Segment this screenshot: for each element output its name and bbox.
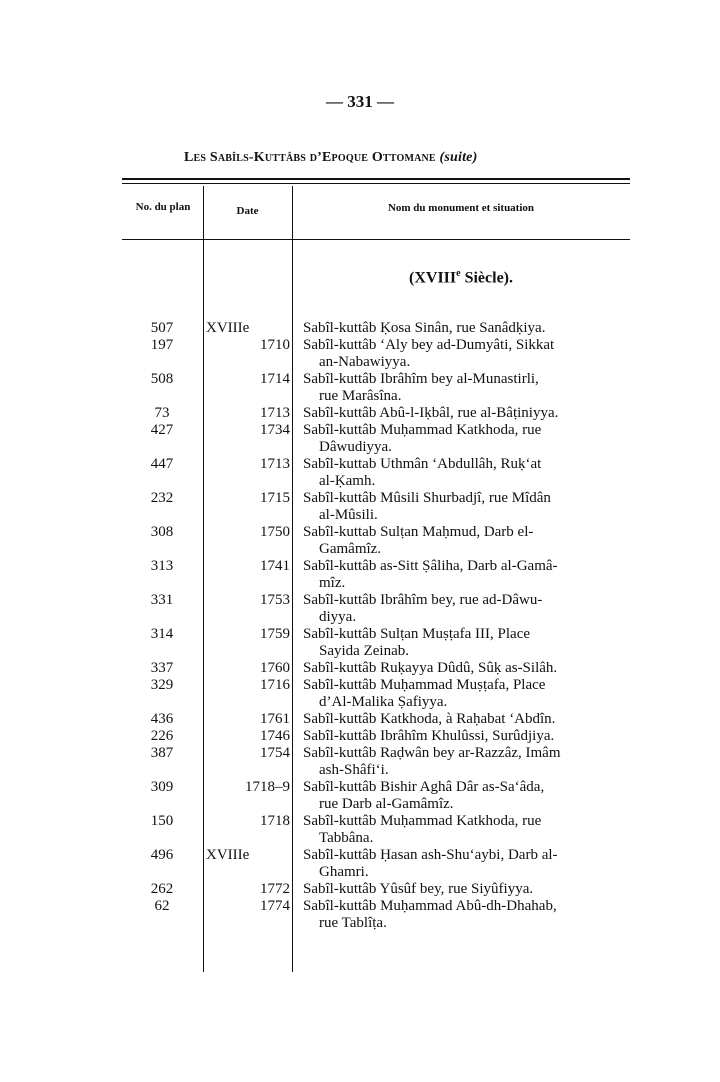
monument-name-continuation: mîz.	[319, 575, 346, 591]
monument-name-line: Sabîl-kuttâb Ibrâhîm Khulûssi, Surûdjiya.	[303, 728, 555, 744]
plan-number: 496	[150, 847, 174, 863]
plan-number: 232	[150, 490, 174, 506]
monument-name-continuation: rue Tablîṭa.	[319, 915, 387, 931]
monument-name	[303, 847, 623, 881]
monument-name	[303, 898, 623, 932]
monument-name	[303, 405, 623, 422]
plan-number: 197	[150, 337, 174, 353]
monument-name-continuation: an-Nabawiyya.	[319, 354, 411, 370]
monument-name	[303, 524, 623, 558]
plan-number: 308	[150, 524, 174, 540]
table-top-rule	[122, 178, 630, 180]
plan-number: 226	[150, 728, 174, 744]
date-cell: 1759	[260, 626, 290, 642]
monument-name-continuation: al-Ḳamh.	[319, 473, 376, 489]
monument-name-continuation: rue Darb al-Gamâmîz.	[319, 796, 454, 812]
monument-name-line: Sabîl-kuttâb Muḥammad Katkhoda, rue	[303, 813, 542, 829]
monument-name	[303, 711, 623, 728]
monument-name-line: Sabîl-kuttâb Katkhoda, à Raḥabat ‘Abdîn.	[303, 711, 556, 727]
monument-name	[303, 660, 623, 677]
monument-name-line: Sabîl-kuttâb Ruḳayya Dûdû, Sûḳ as-Silâh.	[303, 660, 558, 676]
monument-name	[303, 371, 623, 405]
page-number: — 331 —	[326, 92, 394, 111]
table-row	[0, 405, 720, 422]
plan-number: 447	[150, 456, 174, 472]
plan-number: 427	[150, 422, 174, 438]
plan-number: 508	[150, 371, 174, 387]
table-row	[0, 660, 720, 677]
monument-table-body	[0, 320, 720, 932]
date-cell: XVIIIe	[206, 320, 250, 336]
monument-name-continuation: Gamâmîz.	[319, 541, 382, 557]
table-row	[0, 711, 720, 728]
table-row	[0, 456, 720, 490]
plan-number: 150	[150, 813, 174, 829]
date-cell: XVIIIe	[206, 847, 250, 863]
plan-number: 313	[150, 558, 174, 574]
monument-name	[303, 728, 623, 745]
monument-name-continuation: Sayida Zeinab.	[319, 643, 409, 659]
table-row	[0, 422, 720, 456]
date-cell: 1714	[260, 371, 290, 387]
monument-name	[303, 813, 623, 847]
monument-name-line: Sabîl-kuttâb Abû-l-Iḳbâl, rue al-Bâṭiniyya.	[303, 405, 559, 421]
monument-name-continuation: Ghamri.	[319, 864, 369, 880]
date-cell: 1761	[260, 711, 290, 727]
monument-name	[303, 626, 623, 660]
date-cell: 1718	[260, 813, 290, 829]
monument-name	[303, 422, 623, 456]
plan-number: 387	[150, 745, 174, 761]
table-row	[0, 524, 720, 558]
monument-name-continuation: diyya.	[319, 609, 357, 625]
monument-name-line: Sabîl-kuttâb Muḥammad Katkhoda, rue	[303, 422, 542, 438]
monument-name	[303, 881, 623, 898]
running-title-suffix: (suite)	[439, 150, 478, 165]
monument-name-continuation: al-Mûsili.	[319, 507, 378, 523]
table-row	[0, 592, 720, 626]
plan-number: 62	[154, 898, 170, 914]
monument-name-line: Sabîl-kuttâb Ḳosa Sinân, rue Sanâdḳiya.	[303, 320, 546, 336]
monument-name	[303, 745, 623, 779]
monument-name-line: Sabîl-kuttâb Ibrâhîm bey, rue ad-Dâwu-	[303, 592, 543, 608]
plan-number: 262	[150, 881, 174, 897]
monument-name-line: Sabîl-kuttab Uthmân ‘Abdullâh, Ruḳ‘at	[303, 456, 542, 472]
monument-name-line: Sabîl-kuttâb Ḥasan ash-Shu‘aybi, Darb al-	[303, 847, 558, 863]
monument-name-line: Sabîl-kuttâb as-Sitt Ṣâliha, Darb al-Gamâ-	[303, 558, 558, 574]
date-cell: 1760	[260, 660, 290, 676]
monument-name	[303, 337, 623, 371]
date-cell: 1753	[260, 592, 290, 608]
monument-name-line: Sabîl-kuttâb Bishir Aghâ Dâr as-Sa‘âda,	[303, 779, 545, 795]
monument-name-line: Sabîl-kuttâb Muḥammad Abû-dh-Dhahab,	[303, 898, 557, 914]
table-row	[0, 320, 720, 337]
plan-number: 309	[150, 779, 174, 795]
monument-name	[303, 490, 623, 524]
date-cell: 1718–9	[245, 779, 290, 795]
monument-name-continuation: rue Marâsîna.	[319, 388, 402, 404]
date-cell: 1713	[260, 456, 290, 472]
table-row	[0, 677, 720, 711]
table-row	[0, 490, 720, 524]
monument-name-line: Sabîl-kuttâb Raḍwân bey ar-Razzâz, Imâm	[303, 745, 561, 761]
date-cell: 1716	[260, 677, 290, 693]
table-row	[0, 745, 720, 779]
monument-name-continuation: ash-Shâfi‘i.	[319, 762, 389, 778]
date-cell: 1750	[260, 524, 290, 540]
table-top-rule-thin	[122, 183, 630, 184]
running-title	[184, 150, 477, 166]
date-cell: 1710	[260, 337, 290, 353]
date-cell: 1715	[260, 490, 290, 506]
plan-number: 507	[150, 320, 174, 336]
table-row	[0, 371, 720, 405]
date-cell: 1772	[260, 881, 290, 897]
table-row	[0, 898, 720, 932]
monument-name	[303, 779, 623, 813]
table-row	[0, 558, 720, 592]
date-cell: 1746	[260, 728, 290, 744]
date-cell: 1774	[260, 898, 290, 914]
table-row	[0, 337, 720, 371]
table-row	[0, 728, 720, 745]
monument-name-line: Sabîl-kuttâb Mûsili Shurbadjî, rue Mîdân	[303, 490, 551, 506]
section-heading: (XVIIIe Siècle).	[409, 268, 513, 287]
monument-name-continuation: d’Al-Malika Ṣafiyya.	[319, 694, 448, 710]
monument-name	[303, 456, 623, 490]
monument-name-line: Sabîl-kuttab Sulṭan Maḥmud, Darb el-	[303, 524, 534, 540]
table-header-rule	[122, 239, 630, 240]
monument-name-line: Sabîl-kuttâb Sulṭan Muṣṭafa III, Place	[303, 626, 531, 642]
plan-number: 436	[150, 711, 174, 727]
monument-name	[303, 558, 623, 592]
date-cell: 1713	[260, 405, 290, 421]
table-row	[0, 847, 720, 881]
column-header-date: Date	[236, 205, 259, 217]
monument-name-continuation: Dâwudiyya.	[319, 439, 392, 455]
running-title-main: Les Sabîls-Kuttâbs d’Epoque Ottomane	[184, 150, 436, 165]
table-row	[0, 779, 720, 813]
monument-name-line: Sabîl-kuttâb Yûsûf bey, rue Siyûfiyya.	[303, 881, 534, 897]
table-row	[0, 813, 720, 847]
table-row	[0, 626, 720, 660]
monument-name-continuation: Tabbâna.	[319, 830, 374, 846]
plan-number: 331	[150, 592, 174, 608]
column-header-name: Nom du monument et situation	[387, 202, 535, 214]
monument-name	[303, 320, 623, 337]
date-cell: 1741	[260, 558, 290, 574]
date-cell: 1754	[260, 745, 290, 761]
date-cell: 1734	[260, 422, 290, 438]
plan-number: 337	[150, 660, 174, 676]
monument-name	[303, 592, 623, 626]
monument-name-line: Sabîl-kuttâb Ibrâhîm bey al-Munastirli,	[303, 371, 539, 387]
monument-name-line: Sabîl-kuttâb ‘Aly bey ad-Dumyâti, Sikkat	[303, 337, 555, 353]
column-header-number: No. du plan	[135, 201, 191, 213]
table-row	[0, 881, 720, 898]
monument-name-line: Sabîl-kuttâb Muḥammad Muṣṭafa, Place	[303, 677, 546, 693]
plan-number: 329	[150, 677, 174, 693]
plan-number: 73	[154, 405, 170, 421]
plan-number: 314	[150, 626, 174, 642]
monument-name	[303, 677, 623, 711]
